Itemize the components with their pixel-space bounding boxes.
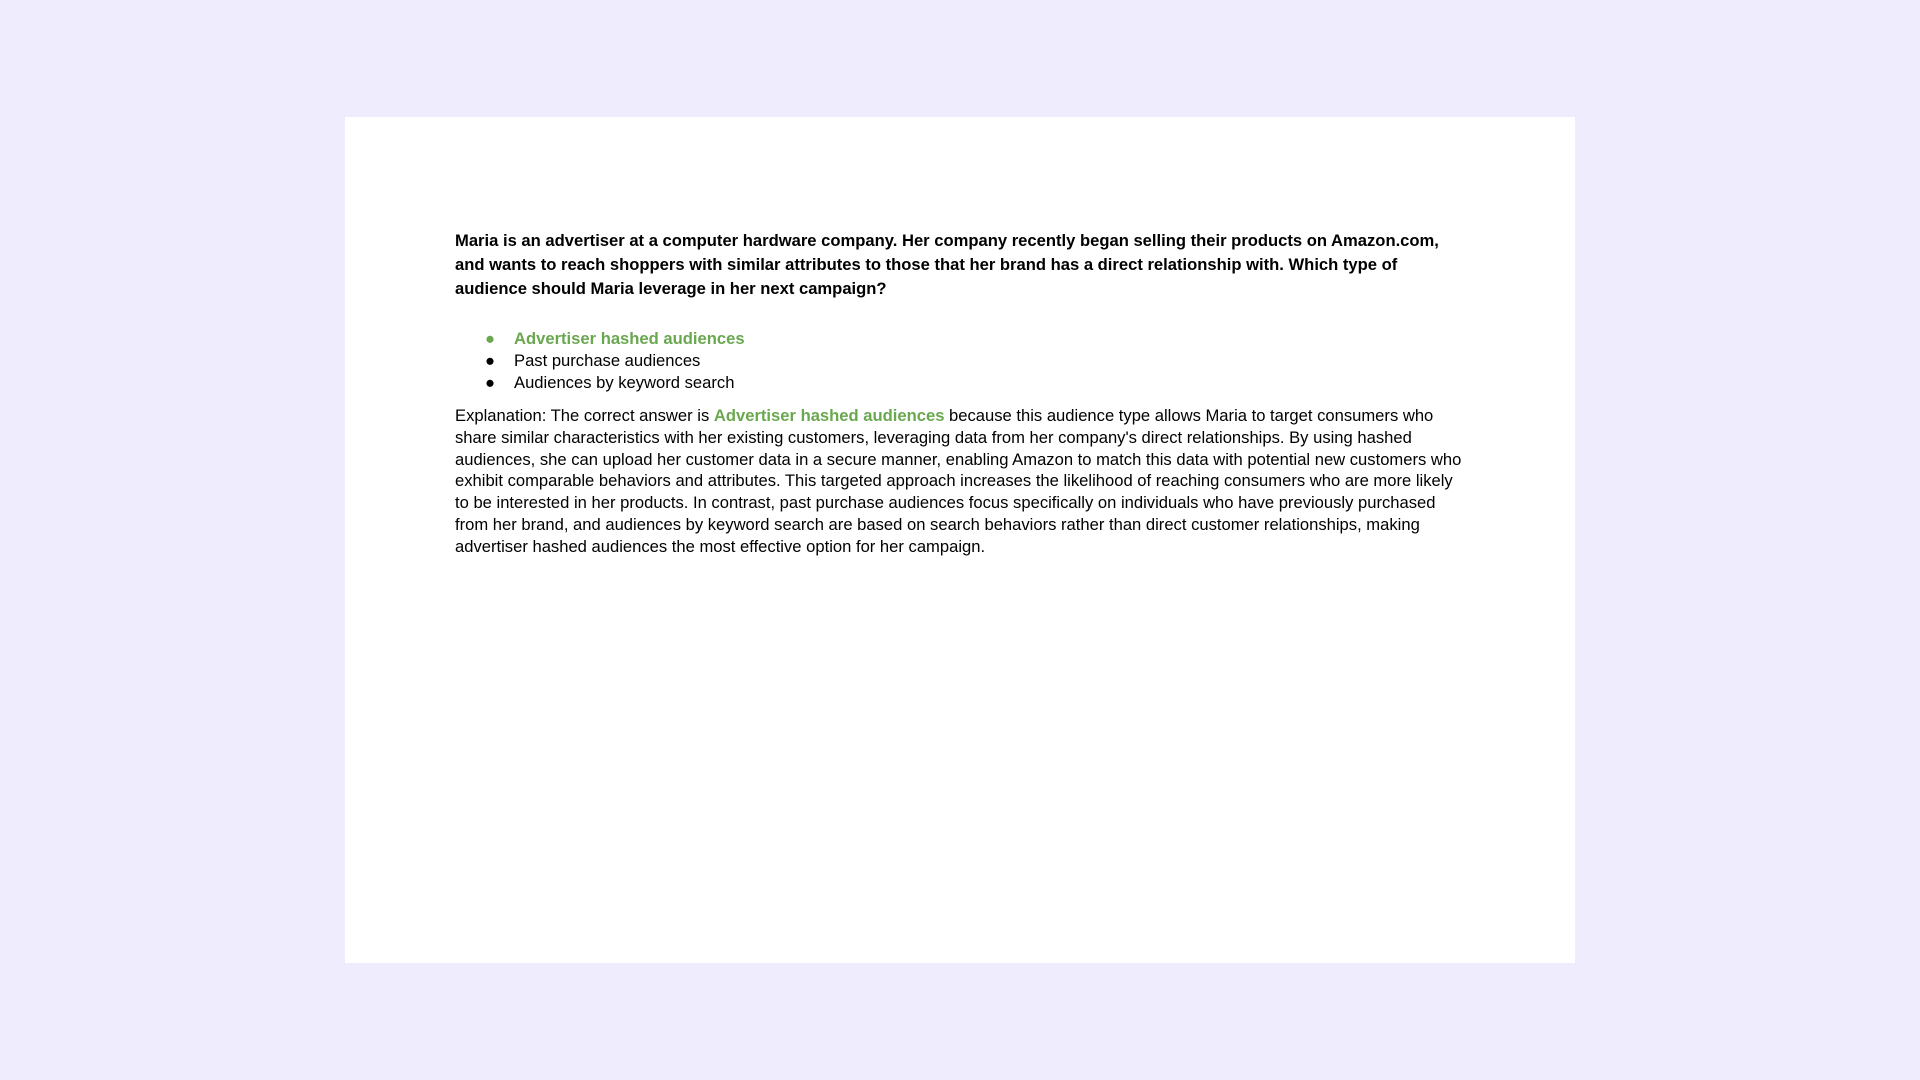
- explanation-body: because this audience type allows Maria to target consumers who share similar characteristics with her existing customers, leveraging data from her company's direct relationships. By using hashed audiences, she can upload her customer data in a secure manner, enabling Amazon to match this data with potential new customers who exhibit comparable behaviors and attributes. This targeted approach increases the likelihood of reaching consumers who are more likely to be interested in her products. In contrast, past purchase audiences focus specifically on individuals who have previously purchased from her brand, and audiences by keyword search are based on search behaviors rather than direct customer relationships, making advertiser hashed audiences the most effective option for her campaign.: [455, 406, 1462, 556]
- option-advertiser-hashed-audiences: [485, 328, 1463, 350]
- explanation-paragraph: [455, 405, 1463, 558]
- document-content: [455, 229, 1463, 558]
- option-label: Advertiser hashed audiences: [514, 329, 745, 348]
- explanation-answer: Advertiser hashed audiences: [713, 406, 945, 425]
- bullet-icon: ●: [485, 329, 496, 348]
- bullet-icon: ●: [485, 351, 496, 370]
- document-page: [345, 117, 1575, 963]
- question-text: Maria is an advertiser at a computer hardware company. Her company recently began selling their products on Amazon.com, and wants to reach shoppers with similar attributes to those that her brand has a direct relationship with. Which type of audience should Maria leverage in her next campaign?: [455, 231, 1439, 298]
- option-label: Past purchase audiences: [514, 351, 701, 370]
- option-past-purchase-audiences: [485, 350, 1463, 372]
- explanation-prefix: Explanation: The correct answer is: [455, 406, 714, 425]
- bullet-icon: ●: [485, 373, 496, 392]
- option-audiences-by-keyword-search: [485, 372, 1463, 394]
- answer-options-list: [455, 328, 1463, 394]
- option-label: Audiences by keyword search: [514, 373, 735, 392]
